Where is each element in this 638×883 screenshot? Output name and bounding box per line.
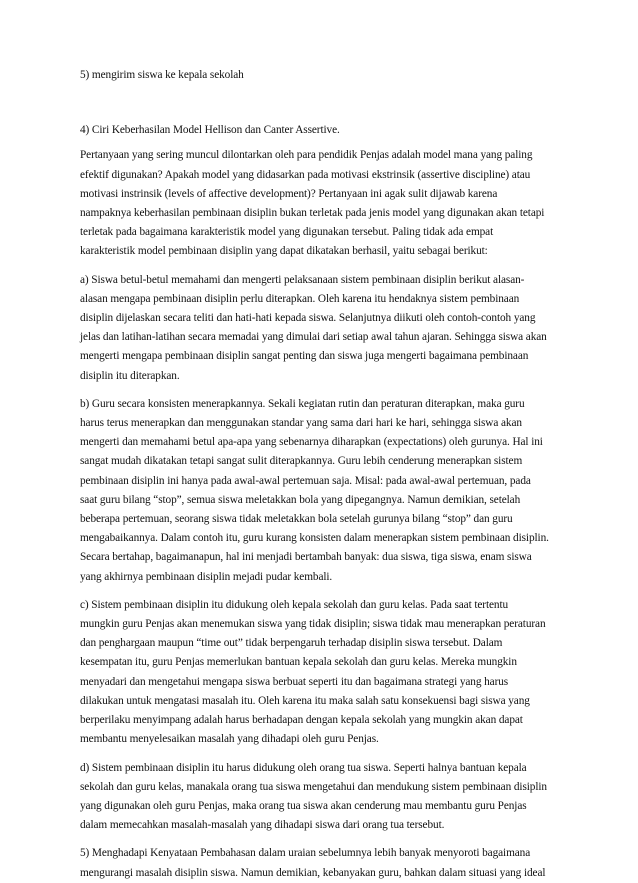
- text-line: alasan mengapa pembinaan disiplin perlu diterapkan. Oleh karena itu hendaknya sistem pembinaan: [80, 292, 520, 305]
- text-line: dalam memecahkan masalah-masalah yang dihadapi siswa dari orang tua tersebut.: [80, 819, 445, 832]
- document-body: [80, 146, 584, 882]
- text-line: membantu menyelesaikan masalah yang dihadapi oleh guru Penjas.: [80, 733, 379, 746]
- text-line: sekolah dan guru kelas, manakala orang tua siswa mengetahui dan mendukung sistem pembinaan disiplin: [80, 780, 547, 793]
- text-line: dan penghargaan maupun “time out” tidak berpengaruh terhadap disiplin siswa tersebut. Dalam: [80, 637, 503, 650]
- text-line: disiplin itu diterapkan.: [80, 369, 180, 382]
- text-line: disiplin dijelaskan secara teliti dan hati-hati kepada siswa. Selanjutnya diikuti oleh contoh-contoh yang: [80, 312, 536, 325]
- text-line: mengerti mengapa pembinaan disiplin sangat penting dan siswa juga mengerti bagaimana pembinaan: [80, 350, 529, 363]
- text-line: mengurangi masalah disiplin siswa. Namun demikian, kebanyakan guru, bahkan dalam situasi yang ideal: [80, 866, 546, 879]
- text-line: yang akhirnya pembinaan disiplin mejadi pudar kembali.: [80, 570, 333, 583]
- text-line: kesempatan itu, guru Penjas memerlukan bantuan kepala sekolah dan guru kelas. Mereka mungkin: [80, 656, 517, 669]
- text-line: sangat mudah dikatakan tetapi sangat sulit diterapkannya. Guru lebih cenderung menerapkan sistem: [80, 455, 523, 468]
- text-line: nampaknya keberhasilan pembinaan disiplin bukan terletak pada jenis model yang digunakan akan tetapi: [80, 207, 545, 220]
- text-line: pembinaan disiplin ini hanya pada awal-awal pertemuan saja. Misal: pada awal-awal pertemuan, pada: [80, 474, 531, 487]
- text-line: d) Sistem pembinaan disiplin itu harus didukung oleh orang tua siswa. Seperti halnya bantuan kepala: [80, 761, 527, 774]
- section-5-paragraph: [80, 844, 584, 882]
- point-c-paragraph: [80, 596, 584, 750]
- text-line: berperilaku menyimpang adalah harus berhadapan dengan kepala sekolah yang mungkin akan dapat: [80, 714, 523, 727]
- text-line: dilakukan untuk mengatasi masalah itu. Oleh karena itu maka salah satu konsekuensi bagi siswa yang: [80, 694, 530, 707]
- point-d-paragraph: [80, 759, 584, 836]
- point-a-paragraph: [80, 271, 584, 386]
- text-line: Secara bertahap, bagaimanapun, hal ini menjadi bertambah banyak: dua siswa, tiga siswa, enam siswa: [80, 551, 532, 564]
- text-line: mengabaikannya. Dalam contoh itu, guru kurang konsisten dalam menerapkan sistem pembinaan disiplin.: [80, 532, 549, 545]
- text-line: harus terus menerapkan dan menggunakan standar yang sama dari hari ke hari, sehingga siswa akan: [80, 417, 522, 430]
- text-line: terletak pada bagaimana karakteristik model yang digunakan tersebut. Paling tidak ada empat: [80, 226, 494, 239]
- text-line: c) Sistem pembinaan disiplin itu didukung oleh kepala sekolah dan guru kelas. Pada saat tertentu: [80, 598, 509, 611]
- text-line: motivasi instrinsik (levels of affective development)? Pertanyaan ini agak sulit dijawab karena: [80, 187, 498, 200]
- list-item-send-to-principal: 5) mengirim siswa ke kepala sekolah: [80, 69, 244, 81]
- text-line: mengerti dan memahami betul apa-apa yang sebenarnya diharapkan (expectations) oleh gurunya. Hal ini: [80, 436, 543, 449]
- text-line: mungkin guru Penjas akan menemukan siswa yang tidak disiplin; siswa tidak mau menerapkan peraturan: [80, 618, 546, 631]
- text-line: 5) Menghadapi Kenyataan Pembahasan dalam uraian sebelumnya lebih banyak menyoroti bagaimana: [80, 847, 531, 860]
- section-heading: 4) Ciri Keberhasilan Model Hellison dan Canter Assertive.: [80, 124, 340, 137]
- text-line: karakteristik model pembinaan disiplin yang dapat dikatakan berhasil, yaitu sebagai berikut:: [80, 245, 488, 258]
- text-line: beberapa pertemuan, seorang siswa tidak meletakkan bola setelah gurunya bilang “stop” dan guru: [80, 513, 513, 526]
- text-line: a) Siswa betul-betul memahami dan mengerti pelaksanaan sistem pembinaan disiplin berikut alasan-: [80, 273, 525, 286]
- text-line: efektif digunakan? Apakah model yang didasarkan pada motivasi ekstrinsik (assertive discipline) atau: [80, 168, 531, 181]
- point-b-paragraph: [80, 395, 584, 587]
- text-line: jelas dan latihan-latihan secara memadai yang dimulai dari setiap awal tahun ajaran. Sehingga siswa akan: [80, 331, 547, 344]
- text-line: yang digunakan oleh guru Penjas, maka orang tua siswa akan cenderung mau membantu guru Penjas: [80, 799, 527, 812]
- intro-paragraph: [80, 146, 584, 261]
- text-line: saat guru bilang “stop”, semua siswa meletakkan bola yang dipegangnya. Namun demikian, setelah: [80, 493, 521, 506]
- text-line: b) Guru secara konsisten menerapkannya. Sekali kegiatan rutin dan peraturan diterapkan, maka guru: [80, 397, 525, 410]
- text-line: menyadari dan mengetahui mengapa siswa berbuat seperti itu dan bagaimana strategi yang harus: [80, 675, 509, 688]
- text-line: Pertanyaan yang sering muncul dilontarkan oleh para pendidik Penjas adalah model mana yang paling: [80, 149, 533, 162]
